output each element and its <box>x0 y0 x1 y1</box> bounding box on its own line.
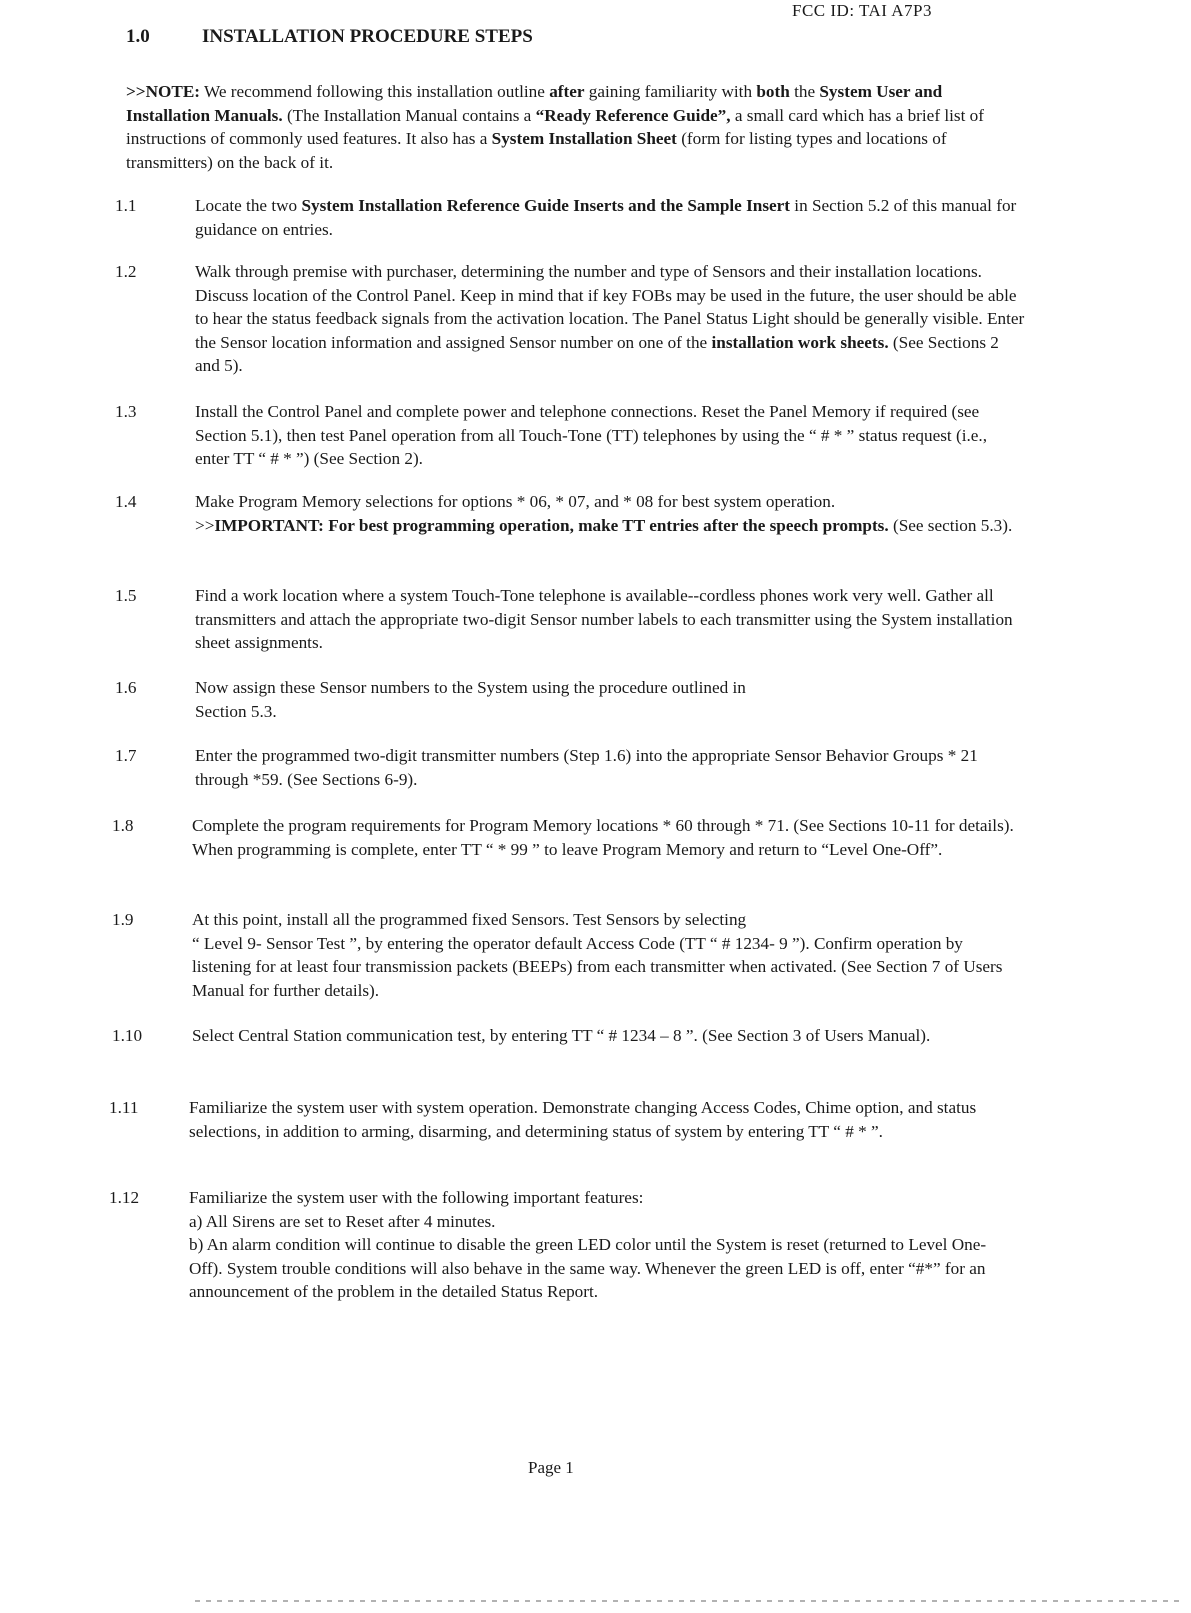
note-text: a small card which has a brief list of instructions of commonly used features. It also has a <box>126 105 984 148</box>
step-text-part: Make Program Memory selections for options * 06, * 07, and * 08 for best system operation. <box>195 492 836 511</box>
step-text-part: Walk through premise with purchaser, determining the number and type of Sensors and their installation locations. Discuss location of the Control Panel. Keep in mind that if key FOBs may be used in the future, the user should be able to hear the status feedback signals from the activation location. The Panel Status Light should be generally visible. Enter the Sensor location information and assigned Sensor number on one of the <box>195 262 1025 352</box>
step-number: 1.9 <box>112 910 134 929</box>
step-text: Install the Control Panel and complete power and telephone connections. Reset the Panel Memory if required (see Section 5.1), then test Panel operation from all Touch-Tone (TT) telephones by using the “ # * ” status request (i.e., enter TT “ # * ”) (See Section 2). <box>195 402 987 468</box>
step-text <box>192 908 1022 1002</box>
note-emphasis: both <box>756 82 790 101</box>
step-text-part: Familiarize the system user with the following important features: <box>189 1188 644 1207</box>
step-text <box>195 490 1025 537</box>
step-text-part: At this point, install all the programmed fixed Sensors. Test Sensors by selecting <box>192 910 747 929</box>
note-text: We recommend following this installation outline <box>200 82 550 101</box>
step-text-bold: System Installation Reference Guide Inserts and the Sample Insert <box>301 196 790 215</box>
section-heading <box>126 26 533 48</box>
step-text-part: a) All Sirens are set to Reset after 4 minutes. <box>189 1211 496 1231</box>
step-text: Complete the program requirements for Program Memory locations * 60 through * 71. (See Sections 10-11 for details). When programming is complete, enter TT “ * 99 ” to leave Program Memory and return to “Level One-Off”. <box>192 816 1014 859</box>
step-text-bold: installation work sheets. <box>711 332 889 352</box>
step-text: Select Central Station communication test, by entering TT “ # 1234 – 8 ”. (See Section 3 of Users Manual). <box>192 1026 931 1045</box>
step-number: 1.10 <box>112 1026 143 1045</box>
note-emphasis: System User and Installation Manuals. <box>126 82 943 125</box>
step-number: 1.2 <box>115 262 137 281</box>
step-number: 1.6 <box>115 678 137 697</box>
step-text-part: (See section 5.3). <box>888 515 1013 535</box>
page-number: Page 1 <box>528 1458 574 1477</box>
scan-artifact-line <box>195 1600 1185 1602</box>
note-emphasis: “Ready Reference Guide”, <box>535 105 731 125</box>
note-emphasis: System Installation Sheet <box>491 129 677 148</box>
step-text <box>195 260 1025 378</box>
note-text: the <box>789 82 820 101</box>
step-text-part: >> <box>195 515 215 535</box>
step-text-bold: IMPORTANT: For best programming operation, make TT entries after the speech prompts. <box>214 515 889 535</box>
step-text: Find a work location where a system Touch-Tone telephone is available--cordless phones work very well. Gather all transmitters and attach the appropriate two-digit Sensor number labels to each transmitter using the System installation sheet assignments. <box>195 586 1013 652</box>
note-paragraph <box>126 80 1006 174</box>
section-number: 1.0 <box>126 26 150 47</box>
note-label: >>NOTE: <box>126 82 201 101</box>
step-number: 1.1 <box>115 196 137 215</box>
step-text: Enter the programmed two-digit transmitter numbers (Step 1.6) into the appropriate Sensor Behavior Groups * 21 through *59. (See Sections 6-9). <box>195 746 978 789</box>
step-text <box>189 1186 1019 1304</box>
step-text-part: (See Sections 2 and 5). <box>195 332 999 375</box>
step-text-part: “ Level 9- Sensor Test ”, by entering the operator default Access Code (TT “ # 1234- 9 ”). Confirm operation by listening for at least four transmission packets (BEEPs) from each transmitter when activated. (See Section 7 of Users Manual for further details). <box>192 933 1003 1000</box>
note-text: (The Installation Manual contains a <box>282 105 536 125</box>
step-number: 1.3 <box>115 402 137 421</box>
step-text-part: Locate the two <box>195 196 302 215</box>
fcc-id: FCC ID: TAI A7P3 <box>792 1 932 20</box>
section-title: INSTALLATION PROCEDURE STEPS <box>202 26 533 47</box>
step-text <box>195 194 1025 241</box>
step-number: 1.5 <box>115 586 137 605</box>
step-number: 1.7 <box>115 746 137 765</box>
step-text <box>195 676 1025 723</box>
step-text-part: Section 5.3. <box>195 701 277 721</box>
step-number: 1.8 <box>112 816 134 835</box>
step-text-part: in Section 5.2 of this manual for guidance on entries. <box>195 196 1017 239</box>
step-number: 1.4 <box>115 492 137 511</box>
note-text: gaining familiarity with <box>584 82 757 101</box>
step-text-part: b) An alarm condition will continue to disable the green LED color until the System is reset (returned to Level One-Off). System trouble conditions will also behave in the same way. Whenever the green LED is off, enter “#*” for an announcement of the problem in the detailed Status Report. <box>189 1235 987 1301</box>
step-number: 1.11 <box>109 1098 139 1117</box>
step-text-part: Now assign these Sensor numbers to the System using the procedure outlined in <box>195 678 746 697</box>
step-text: Familiarize the system user with system operation. Demonstrate changing Access Codes, Chime option, and status selections, in addition to arming, disarming, and determining status of system by entering TT “ # * ”. <box>189 1098 977 1141</box>
step-number: 1.12 <box>109 1188 140 1207</box>
note-emphasis: after <box>549 82 585 101</box>
note-text: (form for listing types and locations of transmitters) on the back of it. <box>126 129 947 172</box>
